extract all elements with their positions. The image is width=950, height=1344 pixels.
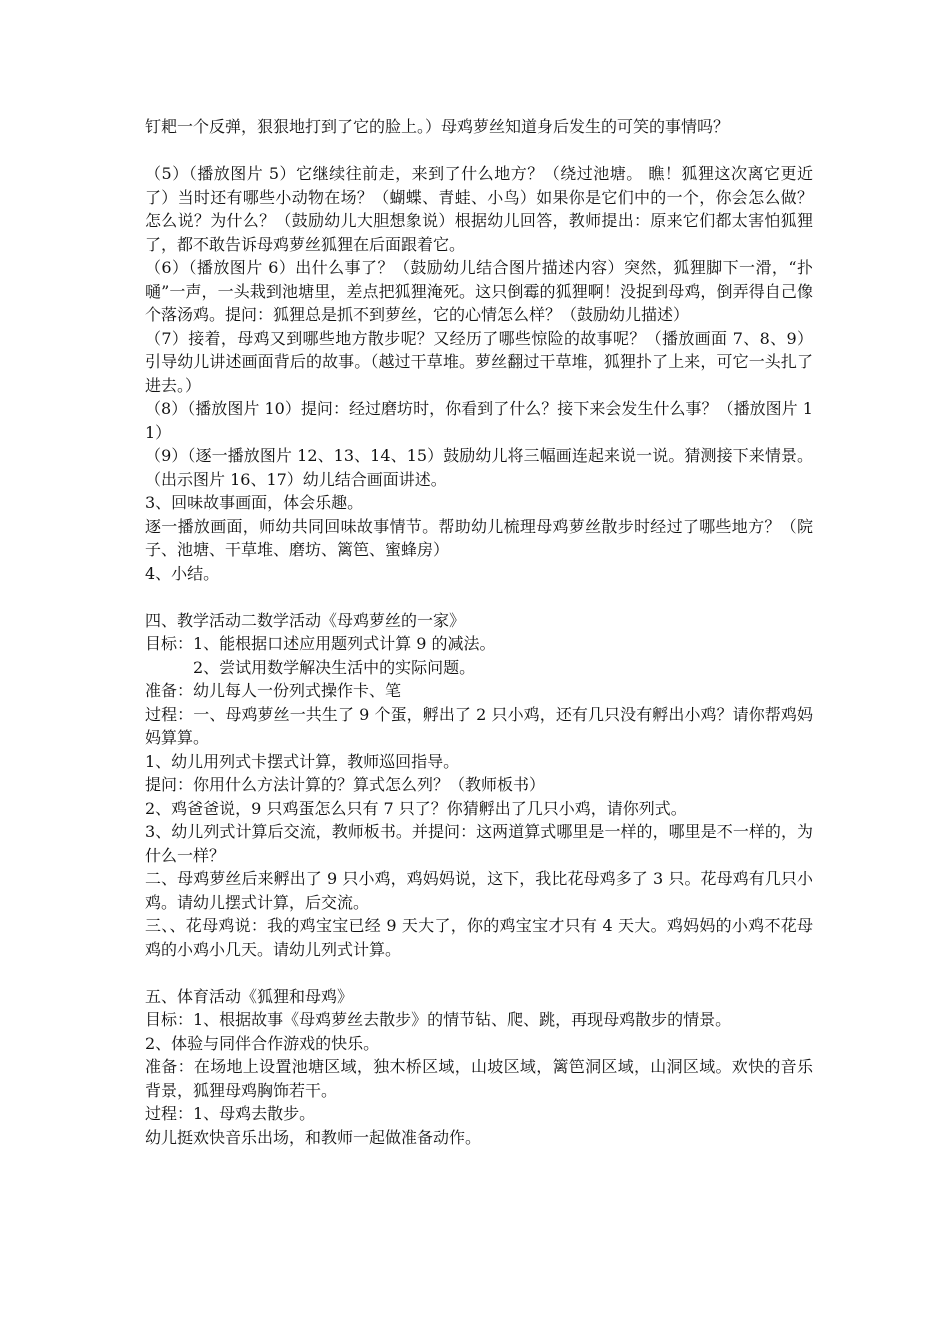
paragraph: 2、鸡爸爸说，9 只鸡蛋怎么只有 7 只了？你猜孵出了几只小鸡，请你列式。 [145, 798, 687, 818]
paragraph: 逐一播放画面，师幼共同回味故事情节。帮助幼儿梳理母鸡萝丝散步时经过了哪些地方？（院子、池塘、干草堆、磨坊、篱笆、蜜蜂房） [145, 516, 813, 559]
paragraph: 2、尝试用数学解决生活中的实际问题。 [193, 657, 476, 677]
paragraph: 提问：你用什么方法计算的？算式怎么列？（教师板书） [145, 775, 546, 794]
paragraph: 目标：1、根据故事《母鸡萝丝去散步》的情节钻、爬、跳，再现母鸡散步的情景。 [145, 1010, 732, 1029]
section-heading: 五、体育活动《狐狸和母鸡》 [145, 986, 354, 1006]
paragraph: 2、体验与同伴合作游戏的快乐。 [145, 1033, 380, 1053]
paragraph: 过程：一、母鸡萝丝一共生了 9 个蛋，孵出了 2 只小鸡，还有几只没有孵出小鸡？请你帮鸡妈妈算算。 [145, 704, 813, 747]
paragraph: （6）（播放图片 6）出什么事了？（鼓励幼儿结合图片描述内容）突然，狐狸脚下一滑，“扑嗵”一声，一头栽到池塘里，差点把狐狸淹死。这只倒霉的狐狸啊！没捉到母鸡，倒弄得自己像个落汤鸡。提问：狐狸总是抓不到萝丝，它的心情怎么样？（鼓励幼儿描述） [145, 258, 813, 324]
paragraph: 钉耙一个反弹，狠狠地打到了它的脸上。）母鸡萝丝知道身后发生的可笑的事情吗？ [145, 117, 730, 136]
blank-line [145, 585, 813, 609]
paragraph: 1、幼儿用列式卡摆式计算，教师巡回指导。 [145, 751, 460, 771]
paragraph: （5）（播放图片 5）它继续往前走，来到了什么地方？（绕过池塘。 瞧！狐狸这次离它更近了）当时还有哪些小动物在场？（蝴蝶、青蛙、小鸟）如果你是它们中的一个，你会怎么做？怎么说？为什么？（鼓励幼儿大胆想象说）根据幼儿回答，教师提出：原来它们都太害怕狐狸了，都不敢告诉母鸡萝丝狐狸在后面跟着它。 [145, 164, 813, 254]
paragraph: 幼儿挺欢快音乐出场，和教师一起做准备动作。 [145, 1127, 482, 1147]
section-heading: 四、教学活动二数学活动《母鸡萝丝的一家》 [145, 610, 466, 630]
paragraph: 目标：1、能根据口述应用题列式计算 9 的减法。 [145, 634, 496, 653]
paragraph: 3、幼儿列式计算后交流，教师板书。并提问：这两道算式哪里是一样的，哪里是不一样的，为什么一样？ [145, 822, 813, 865]
blank-line [145, 961, 813, 985]
paragraph: 准备：幼儿每人一份列式操作卡、笔 [145, 681, 402, 700]
paragraph: 准备：在场地上设置池塘区域，独木桥区域，山坡区域，篱笆洞区域，山洞区域。欢快的音乐背景，狐狸母鸡胸饰若干。 [145, 1057, 813, 1100]
blank-line [145, 139, 813, 163]
paragraph: 三、、花母鸡说：我的鸡宝宝已经 9 天大了，你的鸡宝宝才只有 4 天大。鸡妈妈的小鸡不花母鸡的小鸡小几天。请幼儿列式计算。 [145, 916, 813, 959]
paragraph: 过程：1、母鸡去散步。 [145, 1104, 316, 1123]
section-step: 4、小结。 [145, 563, 220, 583]
paragraph: 二、母鸡萝丝后来孵出了 9 只小鸡，鸡妈妈说，这下，我比花母鸡多了 3 只。花母鸡有几只小鸡。请幼儿摆式计算，后交流。 [145, 869, 813, 912]
section-step: 3、回味故事画面，体会乐趣。 [145, 493, 364, 512]
paragraph: （9）（逐一播放图片 12、13、14、15）鼓励幼儿将三幅画连起来说一说。猜测接下来情景。（出示图片 16、17）幼儿结合画面讲述。 [145, 446, 813, 489]
paragraph: （8）（播放图片 10）提问：经过磨坊时，你看到了什么？接下来会发生什么事？（播放图片 11） [145, 399, 813, 442]
paragraph: （7）接着，母鸡又到哪些地方散步呢？又经历了哪些惊险的故事呢？（播放画面 7、8、9）引导幼儿讲述画面背后的故事。（越过干草堆。萝丝翻过干草堆，狐狸扑了上来，可它一头扎了进去。） [145, 328, 813, 395]
document-body [145, 115, 813, 1149]
